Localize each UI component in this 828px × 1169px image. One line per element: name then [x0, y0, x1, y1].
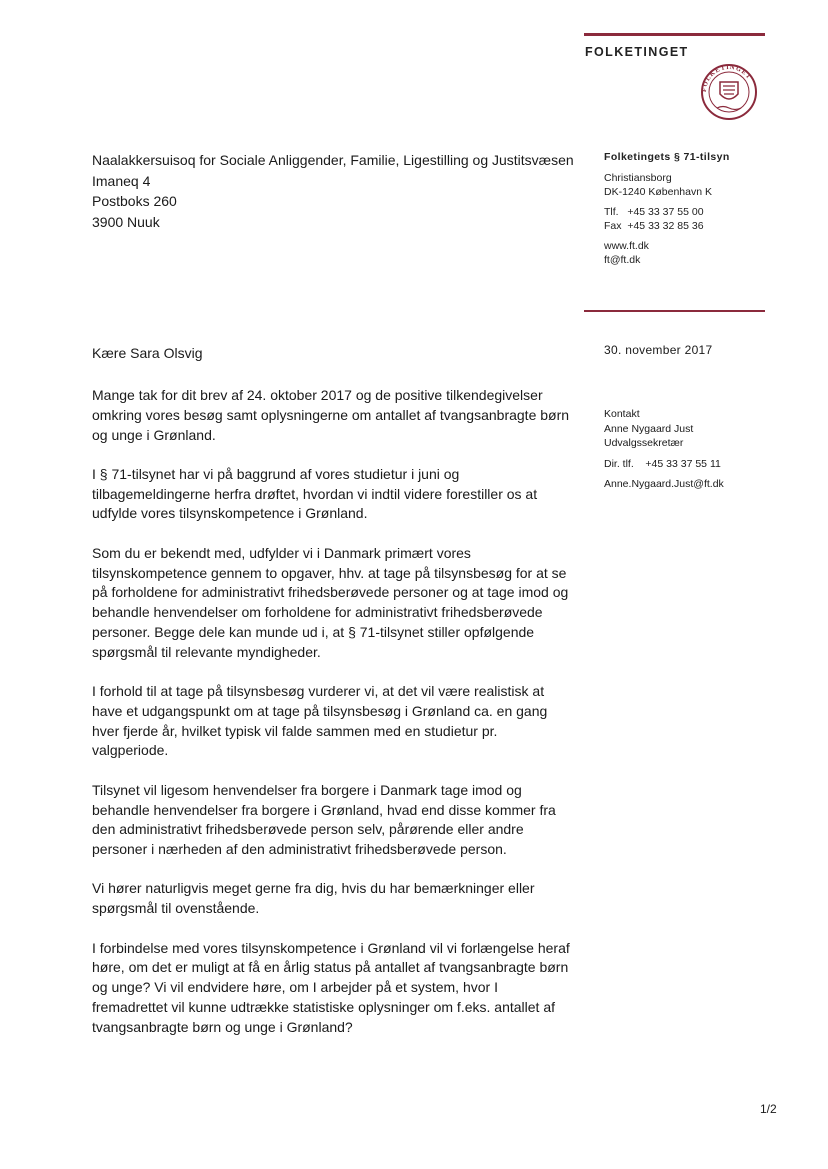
seal-text: FOLKETINGET	[700, 63, 753, 93]
contact-info	[604, 407, 724, 492]
sender-web[interactable]: www.ft.dk	[604, 240, 649, 252]
letter-body	[92, 386, 572, 1057]
letter-date: 30. november 2017	[604, 343, 713, 357]
organization-name: FOLKETINGET	[585, 45, 689, 59]
body-paragraph: Vi hører naturligvis meget gerne fra dig, hvis du har bemærkninger eller spørgsmål til ovenstående.	[92, 880, 535, 917]
body-paragraph: I § 71-tilsynet har vi på baggrund af vores studietur i juni og tilbagemeldingerne herfra drøftet, hvordan vi indtil videre forestiller os at udfylde vores tilsynskompetence i Grønland.	[92, 465, 538, 522]
page-number: 1/2	[760, 1102, 777, 1116]
contact-name: Anne Nygaard Just	[604, 422, 694, 435]
recipient-address	[92, 150, 574, 232]
folketinget-seal-icon	[692, 62, 766, 122]
contact-title: Udvalgssekretær	[604, 437, 684, 449]
sender-info	[604, 150, 730, 267]
sender-address-line: Christiansborg	[604, 172, 672, 184]
letterhead-top-rule	[584, 33, 765, 36]
sender-phone: Tlf. +45 33 37 55 00	[604, 206, 704, 218]
body-paragraph: Mange tak for dit brev af 24. oktober 2017 og de positive tilkendegivelser omkring vores besøg samt oplysningerne om antallet af tvangsanbragte børn og unge i Grønland.	[92, 387, 570, 443]
contact-heading: Kontakt	[604, 408, 640, 420]
body-paragraph: Tilsynet vil ligesom henvendelser fra borgere i Danmark tage imod og behandle henvendelser fra borgere i Grønland, hvad end disse kommer fra den administrativt frihedsberøvede person selv, pårørende eller andre personer i nærheden af den administrativt frihedsberøvede person.	[92, 781, 556, 858]
body-paragraph: I forbindelse med vores tilsynskompetence i Grønland vil vi forlængelse heraf høre, om det er muligt at få en årlig status på antallet af tvangsanbragte børn og unge? Vi vil endvidere høre, om I arbejder på et system, hvor I fremadrettet vil kunne udtrække statistiske oplysninger om f.eks. antallet af tvangsanbragte børn og unge i Grønland?	[92, 939, 570, 1035]
sender-email[interactable]: ft@ft.dk	[604, 254, 641, 266]
sender-address-line: DK-1240 København K	[604, 186, 712, 198]
recipient-line: Naalakkersuisoq for Sociale Anliggender, Familie, Ligestilling og Justitsvæsen	[92, 152, 574, 168]
sidebar-separator	[584, 310, 765, 312]
body-paragraph: I forhold til at tage på tilsynsbesøg vurderer vi, at det vil være realistisk at have et udgangspunkt om at tage på tilsynsbesøg i Grønland ca. en gang hver fjerde år, hvilket typisk vil falde sammen med en studietur pr. valgperiode.	[92, 683, 548, 759]
contact-email[interactable]: Anne.Nygaard.Just@ft.dk	[604, 478, 724, 490]
recipient-line: Postboks 260	[92, 193, 177, 209]
salutation: Kære Sara Olsvig	[92, 345, 203, 361]
svg-text:FOLKETINGET	[701, 64, 753, 92]
sender-unit: Folketingets § 71-tilsyn	[604, 151, 730, 163]
contact-direct-phone: Dir. tlf. +45 33 37 55 11	[604, 457, 721, 470]
body-paragraph: Som du er bekendt med, udfylder vi i Danmark primært vores tilsynskompetence gennem to opgaver, hhv. at tage på tilsynsbesøg for at se på forholdene for administrativt frihedsberøvede personer og at tage imod og behandle henvendelser om forholdene for administrativt frihedsberøvede personer. Begge dele kan munde ud i, at § 71-tilsynet stiller opfølgende spørgsmål til relevante myndigheder.	[92, 544, 569, 660]
sender-fax: Fax +45 33 32 85 36	[604, 220, 704, 232]
recipient-line: 3900 Nuuk	[92, 213, 160, 230]
recipient-line: Imaneq 4	[92, 172, 151, 189]
